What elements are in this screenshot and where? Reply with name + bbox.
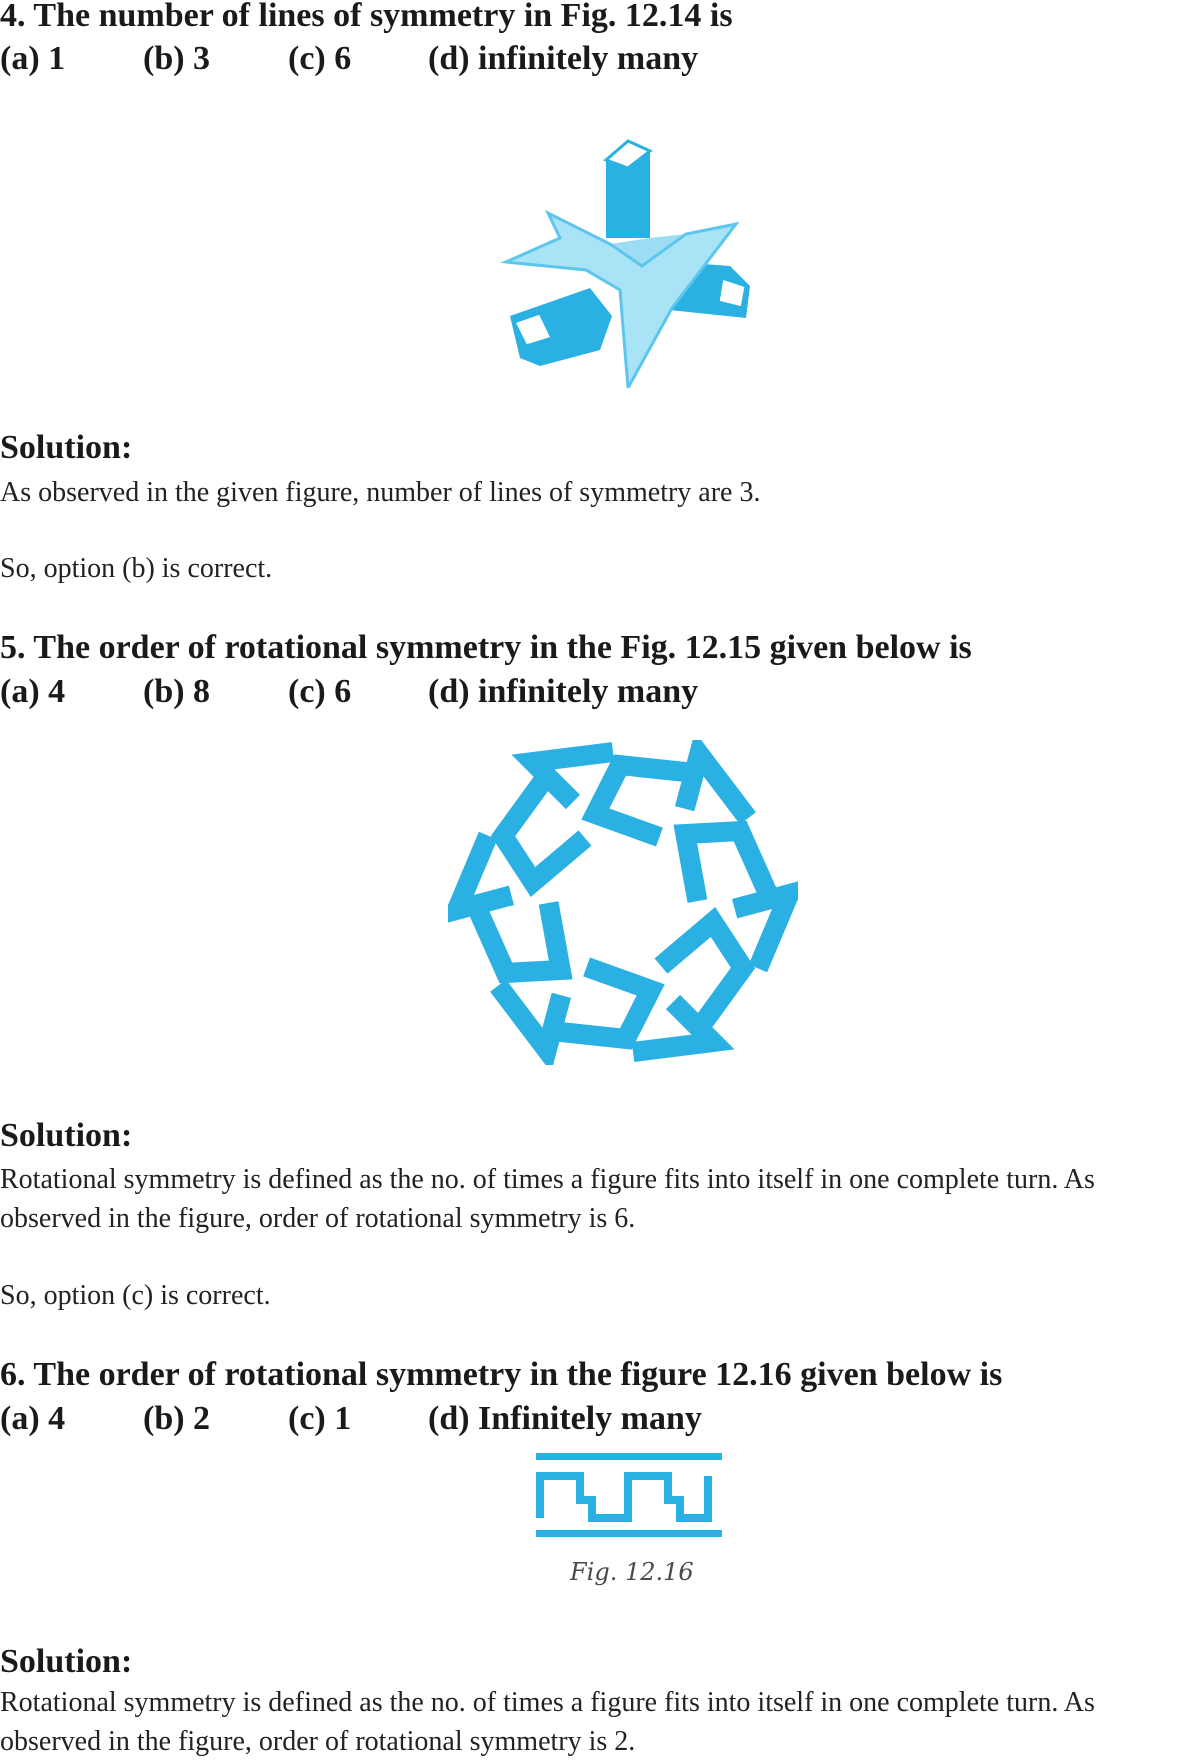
question-5-solution-text: Rotational symmetry is defined as the no. of times a figure fits into itself in one complete turn. As observed in the figure, order of rotational symmetry is 6. bbox=[0, 1164, 1095, 1234]
six-arm-pinwheel-figure bbox=[448, 740, 798, 1065]
question-4-option-b[interactable]: (b) 3 bbox=[143, 40, 211, 77]
question-4-option-a[interactable]: (a) 1 bbox=[0, 40, 66, 77]
question-5-option-a[interactable]: (a) 4 bbox=[0, 673, 66, 710]
question-6-option-c[interactable]: (c) 1 bbox=[288, 1400, 352, 1437]
question-6-option-d[interactable]: (d) Infinitely many bbox=[428, 1400, 702, 1437]
question-4-option-d[interactable]: (d) infinitely many bbox=[428, 40, 699, 77]
question-5-option-b[interactable]: (b) 8 bbox=[143, 673, 211, 710]
cross-prism-figure bbox=[500, 138, 760, 388]
question-6-option-b[interactable]: (b) 2 bbox=[143, 1400, 211, 1437]
question-4-solution-heading: Solution: bbox=[0, 429, 133, 466]
question-4-solution-line-2: So, option (b) is correct. bbox=[0, 553, 273, 584]
question-4-title: 4. The number of lines of symmetry in Fig. 12.14 is bbox=[0, 0, 733, 34]
question-6-solution-text: Rotational symmetry is defined as the no. of times a figure fits into itself in one complete turn. As observed in the figure, order of rotational symmetry is 2. bbox=[0, 1687, 1095, 1757]
question-6-option-a[interactable]: (a) 4 bbox=[0, 1400, 66, 1437]
question-6-solution-heading: Solution: bbox=[0, 1643, 133, 1680]
question-5-option-d[interactable]: (d) infinitely many bbox=[428, 673, 699, 710]
question-5-option-c[interactable]: (c) 6 bbox=[288, 673, 352, 710]
question-4-options bbox=[0, 38, 900, 80]
question-5-solution-line-2: So, option (c) is correct. bbox=[0, 1280, 271, 1311]
question-5-solution-heading: Solution: bbox=[0, 1117, 133, 1154]
figure-12-16-caption: Fig. 12.16 bbox=[570, 1558, 694, 1586]
question-4-solution-line-1: As observed in the given figure, number of lines of symmetry are 3. bbox=[0, 477, 761, 508]
question-4-option-c[interactable]: (c) 6 bbox=[288, 40, 352, 77]
question-6-options bbox=[0, 1398, 900, 1440]
greek-key-border-figure bbox=[530, 1448, 726, 1548]
question-5-title: 5. The order of rotational symmetry in the Fig. 12.15 given below is bbox=[0, 629, 972, 666]
question-6-title: 6. The order of rotational symmetry in the figure 12.16 given below is bbox=[0, 1356, 1003, 1393]
question-5-options bbox=[0, 671, 900, 713]
